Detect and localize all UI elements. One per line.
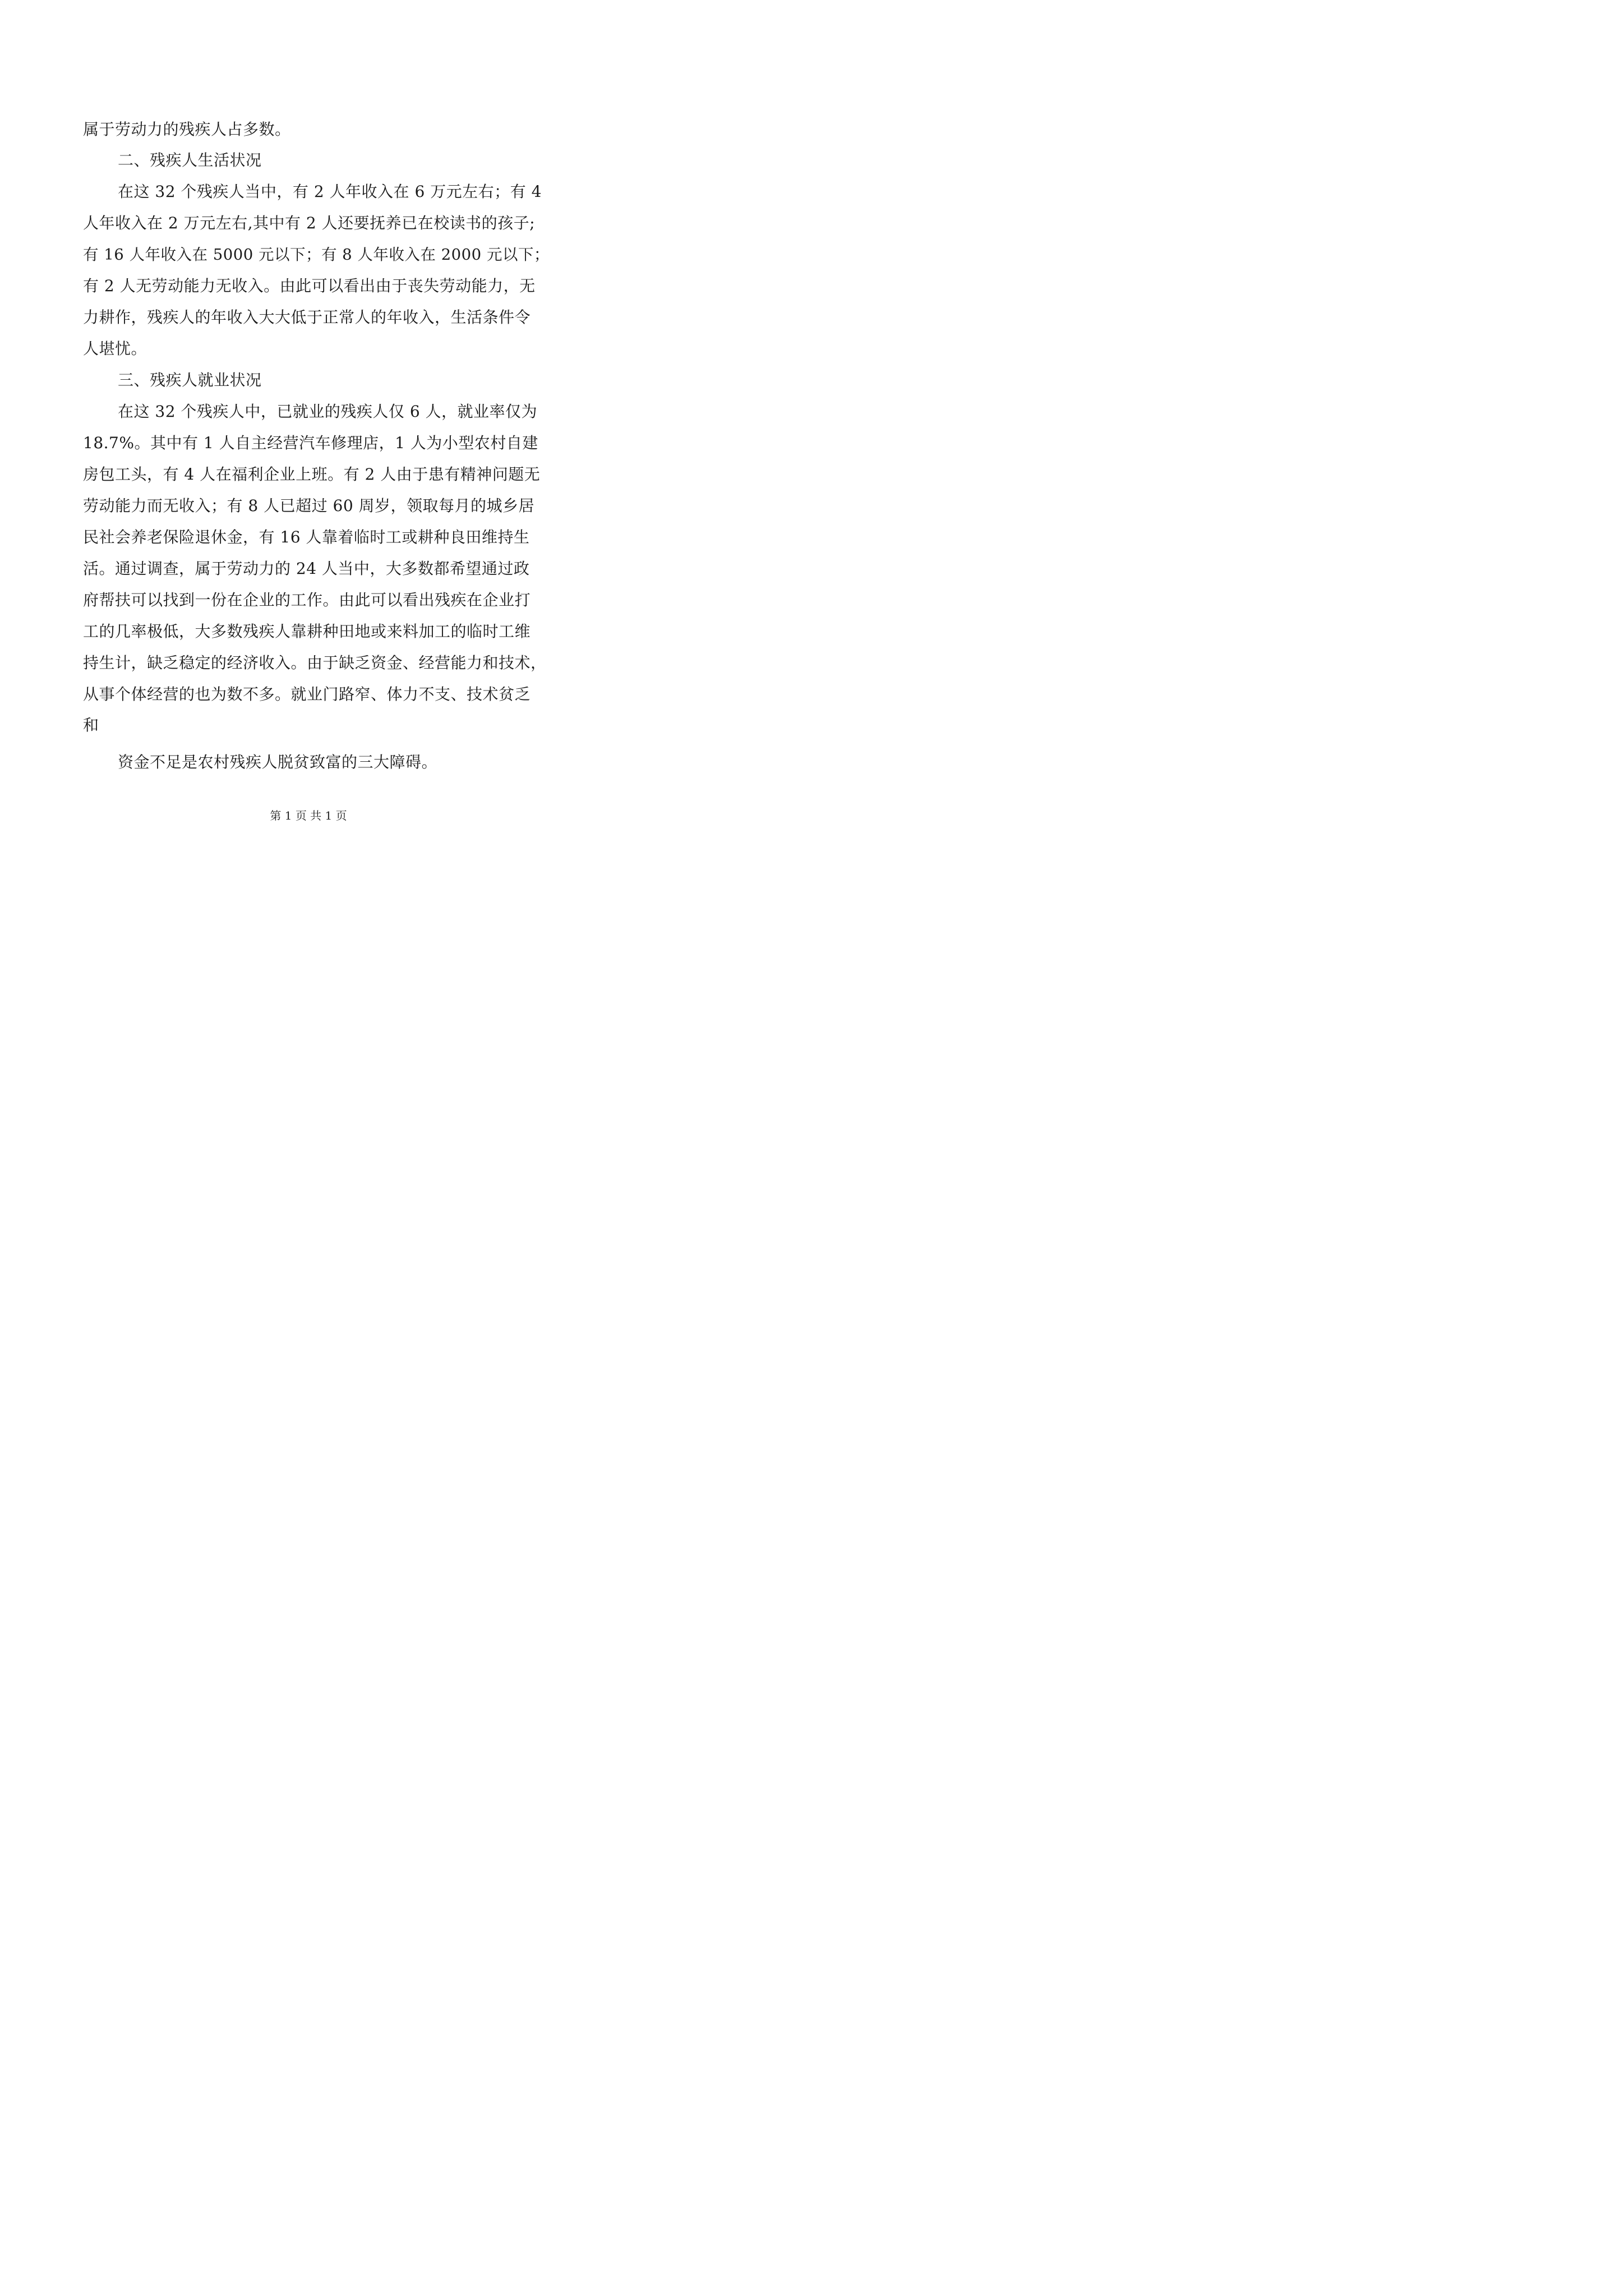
text-line: 民社会养老保险退休金，有 16 人靠着临时工或耕种良田维持生 [83,528,530,546]
text-line: 人年收入在 2 万元左右,其中有 2 人还要抚养已在校读书的孩子; [83,214,536,232]
text-line: 府帮扶可以找到一份在企业的工作。由此可以看出残疾在企业打 [83,591,531,609]
text-line: 力耕作，残疾人的年收入大大低于正常人的年收入，生活条件令 [83,308,531,326]
text-line: 在这 32 个残疾人当中，有 2 人年收入在 6 万元左右；有 4 [118,182,542,201]
text-line: 18.7%。其中有 1 人自主经营汽车修理店，1 人为小型农村自建 [83,434,538,452]
text-line: 房包工头，有 4 人在福利企业上班。有 2 人由于患有精神问题无 [83,465,541,484]
text-line: 从事个体经营的也为数不多。就业门路窄、体力不支、技术贫乏 [83,685,531,703]
document-page [0,0,617,872]
text-line: 持生计，缺乏稳定的经济收入。由于缺乏资金、经营能力和技术， [83,654,547,672]
text-line: 资金不足是农村残疾人脱贫致富的三大障碍。 [118,753,438,771]
page-footer: 第 1 页 共 1 页 [270,809,347,822]
text-line: 有 2 人无劳动能力无收入。由此可以看出由于丧失劳动能力，无 [83,277,536,295]
text-line: 劳动能力而无收入；有 8 人已超过 60 周岁，领取每月的城乡居 [83,496,535,515]
text-line: 属于劳动力的残疾人占多数。 [83,120,291,139]
text-line: 有 16 人年收入在 5000 元以下；有 8 人年收入在 2000 元以下； [83,246,550,264]
text-line: 工的几率极低，大多数残疾人靠耕种田地或来料加工的临时工维 [83,622,531,641]
text-line: 人堪忧。 [83,339,147,358]
section-heading: 二、残疾人生活状况 [118,151,262,169]
text-line: 在这 32 个残疾人中，已就业的残疾人仅 6 人，就业率仅为 [118,402,538,421]
section-heading: 三、残疾人就业状况 [118,371,262,389]
text-line: 活。通过调查，属于劳动力的 24 人当中，大多数都希望通过政 [83,559,530,578]
text-line: 和 [83,716,99,734]
